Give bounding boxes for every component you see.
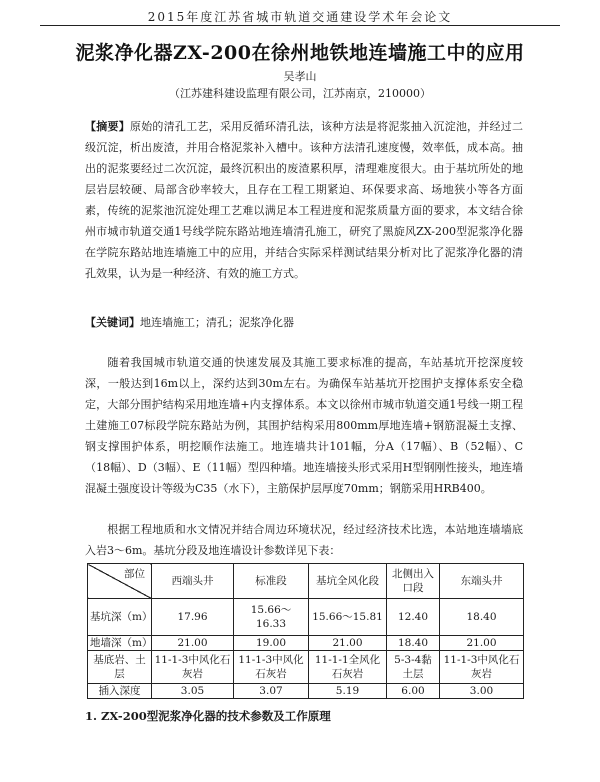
table-cell: 21.00 [440,636,524,651]
column-header: 标准段 [234,564,309,599]
abstract-label: 【摘要】 [85,120,130,133]
table-cell: 3.05 [152,684,234,699]
affiliation: （江苏建科建设监理有限公司，江苏南京，210000） [169,87,431,100]
table-cell: 11-1-1全风化石灰岩 [309,651,387,684]
table-cell: 11-1-3中风化石灰岩 [234,651,309,684]
corner-label: 部位 [124,568,145,580]
table-row [88,651,524,684]
row-header: 基底岩、土层 [88,651,152,684]
body-paragraph-2-text: 根据工程地质和水文情况并结合周边环境状况，经过经济技术比选，本站地连墙墙底入岩3～6m。基坑分段及地连墙设计参数详见下表： [85,523,523,557]
table-cell: 15.66～16.33 [234,599,309,636]
table-header-row [88,564,524,599]
table-cell: 3.07 [234,684,309,699]
table-cell: 21.00 [309,636,387,651]
abstract [85,116,523,284]
header-rule [40,25,560,26]
table-cell: 18.40 [387,636,440,651]
table-cell: 3.00 [440,684,524,699]
author: 吴孝山 [283,70,317,83]
keywords [85,312,523,333]
table-row [88,636,524,651]
row-header: 插入深度 [88,684,152,699]
table-cell: 11-1-3中风化石灰岩 [440,651,524,684]
table-row [88,599,524,636]
row-header: 基坑深（m） [88,599,152,636]
table-cell: 12.40 [387,599,440,636]
column-header: 西端头井 [152,564,234,599]
paper-title: 泥浆净化器ZX-200在徐州地铁地连墙施工中的应用 [75,42,525,64]
table-cell: 15.66～15.81 [309,599,387,636]
keywords-text: 地连墙施工；清孔；泥浆净化器 [140,316,294,329]
column-header: 基坑全风化段 [309,564,387,599]
table-cell: 18.40 [440,599,524,636]
table-cell: 17.96 [152,599,234,636]
table-cell: 19.00 [234,636,309,651]
table-cell: 5-3-4黏土层 [387,651,440,684]
column-header: 东端头井 [440,564,524,599]
column-header: 北侧出入口段 [387,564,440,599]
running-header: 2015年度江苏省城市轨道交通建设学术年会论文 [147,10,453,24]
table-cell: 11-1-3中风化石灰岩 [152,651,234,684]
table-row [88,684,524,699]
body-paragraph-1-text: 随着我国城市轨道交通的快速发展及其施工要求标准的提高，车站基坑开挖深度较深，一般达到16m以上，深约达到30m左右。为确保车站基坑开挖围护支撑体系安全稳定，大部分围护结构采用地连墙+内支撑体系。本文以徐州市城市轨道交通1号线一期工程土建施工07标段学院东路站为例，其围护结构采用800mm厚地连墙+钢筋混凝土支撑、钢支撑围护体系，明挖顺作法施工。地连墙共计101幅，分A（17幅）、B（52幅）、C（18幅）、D（3幅）、E（11幅）型四种墙。地连墙接头形式采用H型钢刚性接头，地连墙混凝土强度设计等级为C35（水下），主筋保护层厚度70mm；钢筋采用HRB400。 [85,356,523,495]
body-paragraph-1 [85,352,523,499]
row-header: 地墙深（m） [88,636,152,651]
keywords-label: 【关键词】 [85,316,140,329]
design-parameters-table [87,563,524,699]
table-cell: 6.00 [387,684,440,699]
table-cell: 5.19 [309,684,387,699]
section-heading: 1. ZX-200型泥浆净化器的技术参数及工作原理 [85,709,331,723]
abstract-text: 原始的清孔工艺，采用反循环清孔法，该种方法是将泥浆抽入沉淀池，并经过二级沉淀，析出废渣，并用合格泥浆补入槽中。该种方法清孔速度慢，效率低，成本高。抽出的泥浆要经过二次沉淀，最终沉积出的废渣累积厚，清理难度很大。由于基坑所处的地层岩层较硬、局部含砂率较大，且存在工程工期紧迫、环保要求高、场地狭小等各方面素，传统的泥浆池沉淀处理工艺难以满足本工程进度和泥浆质量方面的要求，本文结合徐州市城市轨道交通1号线学院东路站地连墙清孔施工，研究了黑旋风ZX-200型泥浆净化器在学院东路站地连墙施工中的应用，并结合实际采样测试结果分析对比了泥浆净化器的清孔效果，认为是一种经济、有效的施工方式。 [85,120,524,280]
table-cell: 21.00 [152,636,234,651]
body-paragraph-2 [85,519,523,561]
table-corner-cell [88,564,152,599]
